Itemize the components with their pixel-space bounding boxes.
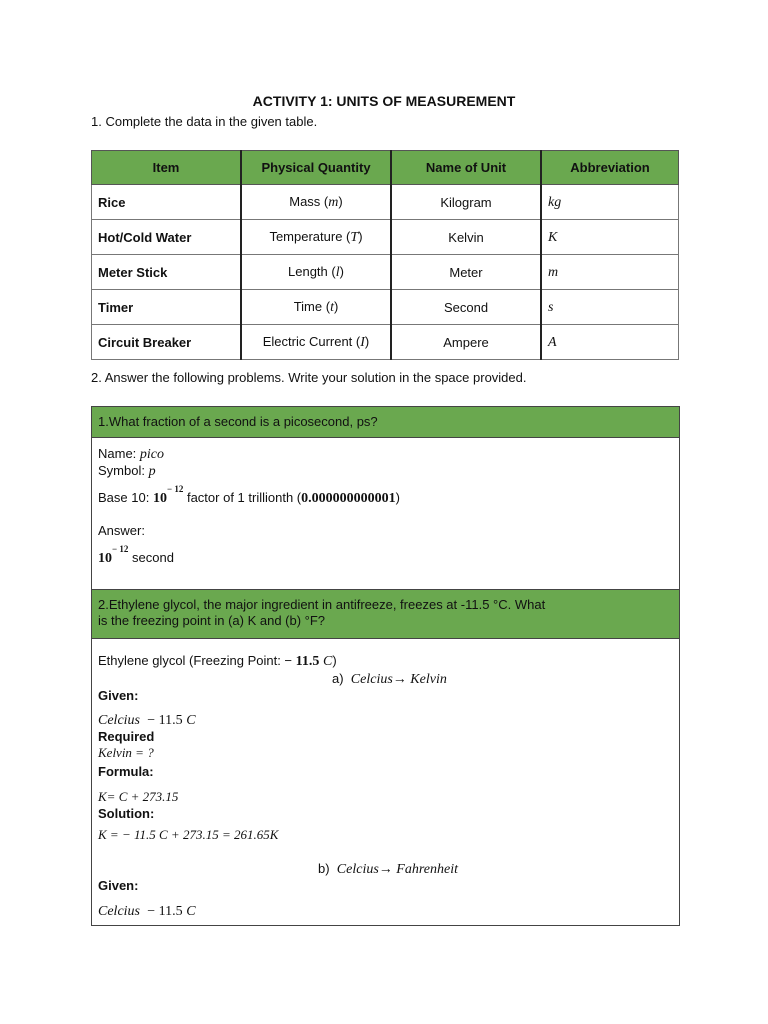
cell-quantity: Temperature (T): [241, 220, 391, 255]
q2-required-text: Kelvin = ?: [98, 745, 154, 760]
page-title: ACTIVITY 1: UNITS OF MEASUREMENT: [252, 93, 516, 109]
q1-answer-label: Answer:: [98, 523, 145, 538]
header-abbreviation: Abbreviation: [541, 151, 679, 185]
q1-name-line: Name: pico: [98, 446, 165, 462]
q2-formula-text: K= C + 273.15: [98, 789, 179, 804]
cell-unit: Meter: [391, 255, 541, 290]
header-item: Item: [92, 151, 242, 185]
units-table: [91, 150, 679, 360]
cell-unit: Kelvin: [391, 220, 541, 255]
cell-item: Timer: [92, 290, 242, 325]
cell-quantity: Time (t): [241, 290, 391, 325]
cell-abbr: A: [541, 325, 679, 360]
cell-quantity: Mass (m): [241, 185, 391, 220]
cell-abbr: K: [541, 220, 679, 255]
q2-intro-line: Ethylene glycol (Freezing Point: − 11.5 C): [98, 653, 337, 669]
cell-item: Meter Stick: [92, 255, 242, 290]
question-2-header: [92, 589, 679, 639]
q2-part-a: a) Celcius→ Kelvin: [332, 671, 447, 687]
question-2-line-1: 2.Ethylene glycol, the major ingredient in antifreeze, freezes at -11.5 °C. What: [98, 597, 546, 612]
cell-abbr: s: [541, 290, 679, 325]
question-1-text: 1.What fraction of a second is a picosecond, ps?: [98, 414, 378, 429]
cell-unit: Ampere: [391, 325, 541, 360]
instruction-2: 2. Answer the following problems. Write your solution in the space provided.: [91, 370, 527, 385]
q2-given-a: Celcius − 11.5 C: [98, 713, 196, 728]
cell-item: Circuit Breaker: [92, 325, 242, 360]
cell-quantity: Electric Current (I): [241, 325, 391, 360]
q2-solution-text: K = − 11.5 C + 273.15 = 261.65K: [98, 827, 279, 842]
table-header-row: [92, 151, 679, 185]
q2-given-label: Given:: [98, 688, 139, 703]
cell-unit: Second: [391, 290, 541, 325]
cell-item: Rice: [92, 185, 242, 220]
table-row: [92, 325, 679, 360]
table-row: [92, 290, 679, 325]
header-physical-quantity: Physical Quantity: [241, 151, 391, 185]
q2-required-label: Required: [98, 729, 155, 744]
question-2-line-2: is the freezing point in (a) K and (b) °F?: [98, 613, 326, 628]
problems-box: [91, 406, 680, 926]
q2-given-b: Celcius − 11.5 C: [98, 904, 196, 919]
table-row: [92, 255, 679, 290]
q1-answer-line: $10^{- 12}$ second: [98, 544, 174, 566]
q1-base-line: Base 10: $10^{- 12}$ factor of 1 trillionth (0.000000000001): [98, 484, 400, 506]
cell-abbr: kg: [541, 185, 679, 220]
q2-given-b-label: Given:: [98, 878, 139, 893]
cell-quantity: Length (l): [241, 255, 391, 290]
cell-item: Hot/Cold Water: [92, 220, 242, 255]
q2-solution-label: Solution:: [98, 806, 155, 821]
instruction-1: 1. Complete the data in the given table.: [91, 114, 318, 129]
q2-formula-label: Formula:: [98, 764, 154, 779]
q2-part-b: b) Celcius→ Fahrenheit: [318, 861, 458, 877]
cell-unit: Kilogram: [391, 185, 541, 220]
table-row: [92, 185, 679, 220]
question-1-header: [92, 407, 679, 438]
q1-symbol-line: Symbol: p: [98, 463, 156, 479]
header-name-of-unit: Name of Unit: [391, 151, 541, 185]
cell-abbr: m: [541, 255, 679, 290]
table-row: [92, 220, 679, 255]
